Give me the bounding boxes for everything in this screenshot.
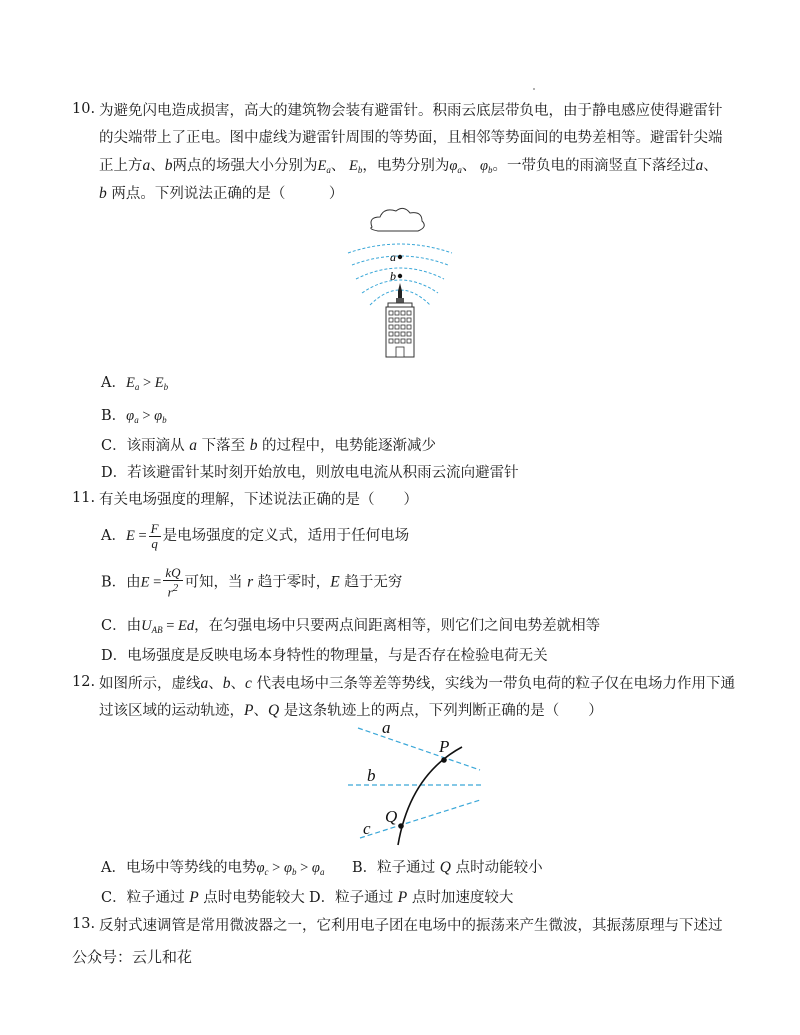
q10-option-d: D．若该避雷针某时刻开始放电，则放电电流从积雨云流向避雷针 bbox=[101, 465, 519, 481]
q11-option-a: A．E = $\frac{F}{q}$ 是电场强度的定义式，适用于任何电场 bbox=[101, 520, 410, 551]
q12-line1: 如图所示，虚线a、b、c 代表电场中三条等差等势线，实线为一带负电荷的粒子仅在电场力作用下通 bbox=[99, 675, 735, 692]
q12-option-d: D．粒子通过 P 点时加速度较大 bbox=[309, 889, 514, 906]
q13-line1: 反射式速调管是常用微波器之一，它利用电子团在电场中的振荡来产生微波，其振荡原理与下述过 bbox=[99, 918, 723, 934]
q10-number: 10. bbox=[72, 101, 96, 117]
svg-text:Q: Q bbox=[385, 807, 398, 826]
point-a bbox=[398, 255, 402, 259]
svg-text:b: b bbox=[390, 269, 396, 283]
point-Q bbox=[398, 823, 404, 829]
q11-option-c: C．由$U_{AB} = Ed$，在匀强电场中只要两点间距离相等，则它们之间电势差就相等 bbox=[101, 618, 601, 635]
q12-option-b: B．粒子通过 Q 点时动能较小 bbox=[352, 859, 543, 876]
q11-option-b: B．由E = $\frac{kQ}{r^2}$ 可知，当 r 趋于零时，E 趋于无穷 bbox=[101, 565, 403, 600]
q11-stem: 有关电场强度的理解，下述说法正确的是（ ） bbox=[99, 492, 418, 508]
footer-watermark: 公众号：云儿和花 bbox=[72, 948, 193, 966]
q12-option-a: A．电场中等势线的电势$\varphi_c > \varphi_b > \varphi_a$ bbox=[101, 860, 325, 877]
q10-line1: 为避免闪电造成损害，高大的建筑物会装有避雷针。积雨云底层带负电，由于静电感应使得避雷针 bbox=[99, 103, 723, 119]
point-b bbox=[398, 274, 402, 278]
q10-option-b: B．$\varphi_a > \varphi_b$ bbox=[101, 408, 167, 425]
q10-option-c: C．该雨滴从 a 下落至 b 的过程中，电势能逐渐减少 bbox=[101, 437, 437, 454]
svg-text:a: a bbox=[382, 720, 391, 737]
q10-line3: 正上方a、b两点的场强大小分别为$E_a$、 $E_b$，电势分别为$\varphi_a$、 $\varphi_b$。一带负电的雨滴竖直下落经过a、 bbox=[99, 157, 718, 175]
q10-line2: 的尖端带上了正电。图中虚线为避雷针周围的等势面，且相邻等势面间的电势差相等。避雷针尖端 bbox=[99, 130, 723, 146]
q12-option-c: C．粒子通过 P 点时电势能较大 bbox=[101, 889, 305, 906]
q12-number: 12. bbox=[72, 674, 96, 690]
cloud-icon bbox=[371, 208, 424, 231]
q11-option-d: D．电场强度是反映电场本身特性的物理量，与是否存在检验电荷无关 bbox=[101, 648, 548, 664]
rod-tip bbox=[398, 283, 402, 298]
q10-line4: b 两点。下列说法正确的是（ ） bbox=[99, 185, 344, 202]
q12-line2: 过该区域的运动轨迹，P、Q 是这条轨迹上的两点，下列判断正确的是（ ） bbox=[99, 702, 603, 719]
stray-dot bbox=[533, 88, 535, 90]
q11-number: 11. bbox=[72, 490, 96, 506]
lightning-rod-figure bbox=[330, 205, 480, 365]
trajectory-path bbox=[398, 747, 462, 845]
svg-text:a: a bbox=[390, 250, 396, 264]
q10-option-a: A．$E_a > E_b$ bbox=[101, 375, 169, 392]
trajectory-figure bbox=[340, 720, 490, 850]
q13-number: 13. bbox=[72, 916, 96, 932]
point-P bbox=[441, 757, 447, 763]
svg-text:P: P bbox=[439, 737, 450, 756]
svg-text:c: c bbox=[363, 819, 371, 838]
svg-text:b: b bbox=[367, 766, 376, 785]
